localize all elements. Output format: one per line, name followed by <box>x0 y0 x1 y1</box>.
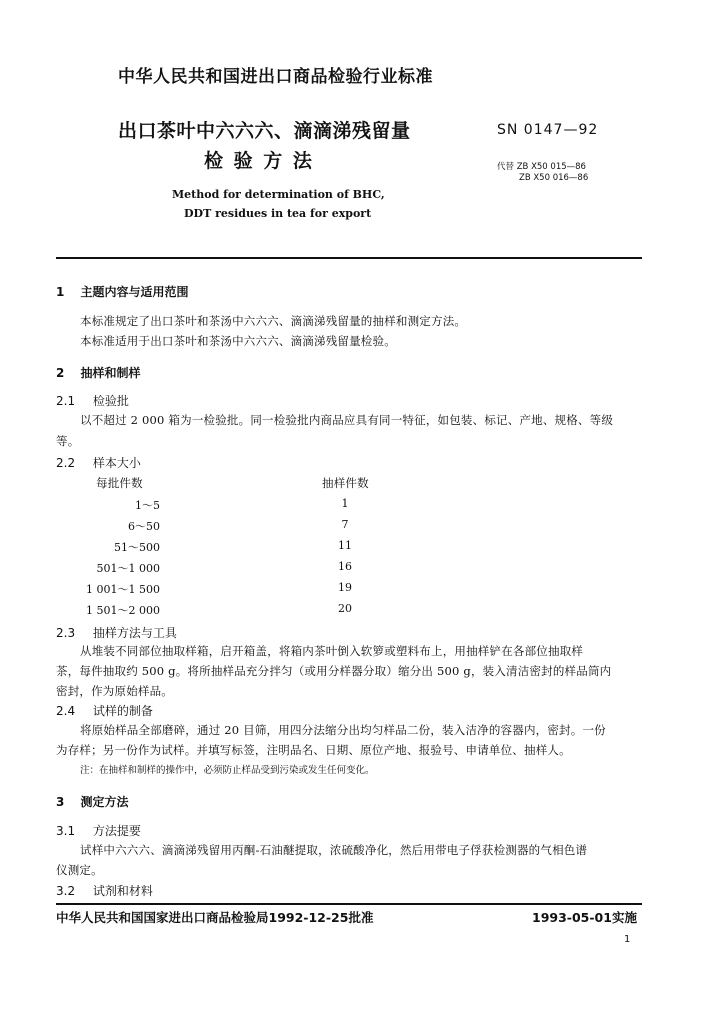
table-cell-range: 1 001～1 500 <box>86 583 160 596</box>
section-1-number: 1 <box>56 285 65 299</box>
section-3-2-title: 试剂和材料 <box>92 884 153 898</box>
replaces-standard-2: ZB X50 016—86 <box>519 173 589 183</box>
table-cell-count: 1 <box>341 497 349 510</box>
section-2-3-para-1: 从堆装不同部位抽取样箱，启开箱盖，将箱内茶叶倒入软箩或塑料布上，用抽样铲在各部位抽取样 <box>80 644 584 658</box>
table-cell-count: 19 <box>338 581 352 594</box>
section-1-heading <box>56 283 189 300</box>
section-2-1-para-a: 以不超过 2 000 箱为一检验批。同一检验批内商品应具有同一特征，如包装、标记、产地、规格、等级 <box>80 413 614 427</box>
standard-number: SN 0147—92 <box>497 122 599 138</box>
section-2-3-heading <box>56 624 177 641</box>
footer-rule <box>56 903 642 905</box>
table-header-sample-count: 抽样件数 <box>322 476 369 490</box>
section-2-4-number: 2.4 <box>56 704 76 718</box>
section-3-1-heading <box>56 822 141 839</box>
table-cell-count: 11 <box>338 539 352 552</box>
section-2-heading <box>56 364 141 381</box>
section-2-title: 抽样和制样 <box>80 366 141 380</box>
table-header-lot-size: 每批件数 <box>96 476 143 490</box>
section-2-4-para-2: 为存样；另一份作为试样。并填写标签，注明品名、日期、原位产地、报验号、申请单位、抽样人。 <box>56 743 571 757</box>
table-cell-count: 20 <box>338 602 352 615</box>
english-title-1: Method for determination of BHC, <box>172 188 385 201</box>
section-2-1-number: 2.1 <box>56 394 76 408</box>
section-2-4-para-1: 将原始样品全部磨碎，通过 20 目筛，用四分法缩分出均匀样品二份，装入洁净的容器内，密封。一份 <box>80 723 606 737</box>
english-title-2: DDT residues in tea for export <box>184 207 372 220</box>
section-2-1-heading <box>56 392 129 409</box>
table-cell-range: 51～500 <box>114 541 160 554</box>
section-2-1-para-b: 等。 <box>56 434 80 448</box>
table-cell-count: 16 <box>338 560 352 573</box>
table-cell-count: 7 <box>341 518 349 531</box>
section-2-3-para-2: 茶，每件抽取约 500 g。将所抽样品充分拌匀（或用分样器分取）缩分出 500 g，装入清洁密封的样品筒内 <box>56 664 612 678</box>
section-2-4-heading <box>56 702 153 719</box>
header-rule <box>56 257 642 259</box>
section-2-2-title: 样本大小 <box>92 456 141 470</box>
table-cell-range: 1 501～2 000 <box>86 604 160 617</box>
section-3-title: 测定方法 <box>80 795 129 809</box>
section-2-2-heading <box>56 454 141 471</box>
section-2-3-title: 抽样方法与工具 <box>92 626 177 640</box>
section-1-para-2: 本标准适用于出口茶叶和茶汤中六六六、滴滴涕残留量检验。 <box>80 334 396 348</box>
section-3-2-heading <box>56 882 153 899</box>
title-line-1: 出口茶叶中六六六、滴滴涕残留量 <box>118 120 411 142</box>
table-cell-range: 1～5 <box>135 499 160 512</box>
section-2-number: 2 <box>56 366 65 380</box>
title-line-2: 检 验 方 法 <box>204 150 314 172</box>
section-1-title: 主题内容与适用范围 <box>80 285 189 299</box>
agency-line: 中华人民共和国进出口商品检验行业标准 <box>118 67 433 87</box>
section-3-number: 3 <box>56 795 65 809</box>
section-3-2-number: 3.2 <box>56 884 76 898</box>
section-2-3-number: 2.3 <box>56 626 76 640</box>
footer-approval: 中华人民共和国国家进出口商品检验局1992-12-25批准 <box>56 910 374 925</box>
section-2-2-number: 2.2 <box>56 456 76 470</box>
page-number: 1 <box>624 934 631 945</box>
section-2-1-title: 检验批 <box>92 394 129 408</box>
section-1-para-1: 本标准规定了出口茶叶和茶汤中六六六、滴滴涕残留量的抽样和测定方法。 <box>80 314 467 328</box>
replaces-label: 代替 <box>497 162 515 172</box>
table-cell-range: 501～1 000 <box>96 562 160 575</box>
section-2-3-para-3: 密封，作为原始样品。 <box>56 684 173 698</box>
replaces-standard-1: ZB X50 015—86 <box>516 162 586 172</box>
table-cell-range: 6～50 <box>128 520 160 533</box>
section-3-1-para-2: 仪测定。 <box>56 863 103 877</box>
section-2-4-title: 试样的制备 <box>92 704 153 718</box>
section-3-1-title: 方法提要 <box>92 824 141 838</box>
replaces-block <box>497 162 588 184</box>
section-3-1-para-1: 试样中六六六、滴滴涕残留用丙酮-石油醚提取，浓硫酸净化，然后用带电子俘获检测器的气相色谱 <box>80 843 588 857</box>
section-2-4-note: 注：在抽样和制样的操作中，必须防止样品受到污染或发生任何变化。 <box>80 765 375 776</box>
footer-implement: 1993-05-01实施 <box>532 910 637 925</box>
section-3-heading <box>56 793 129 810</box>
section-3-1-number: 3.1 <box>56 824 76 838</box>
